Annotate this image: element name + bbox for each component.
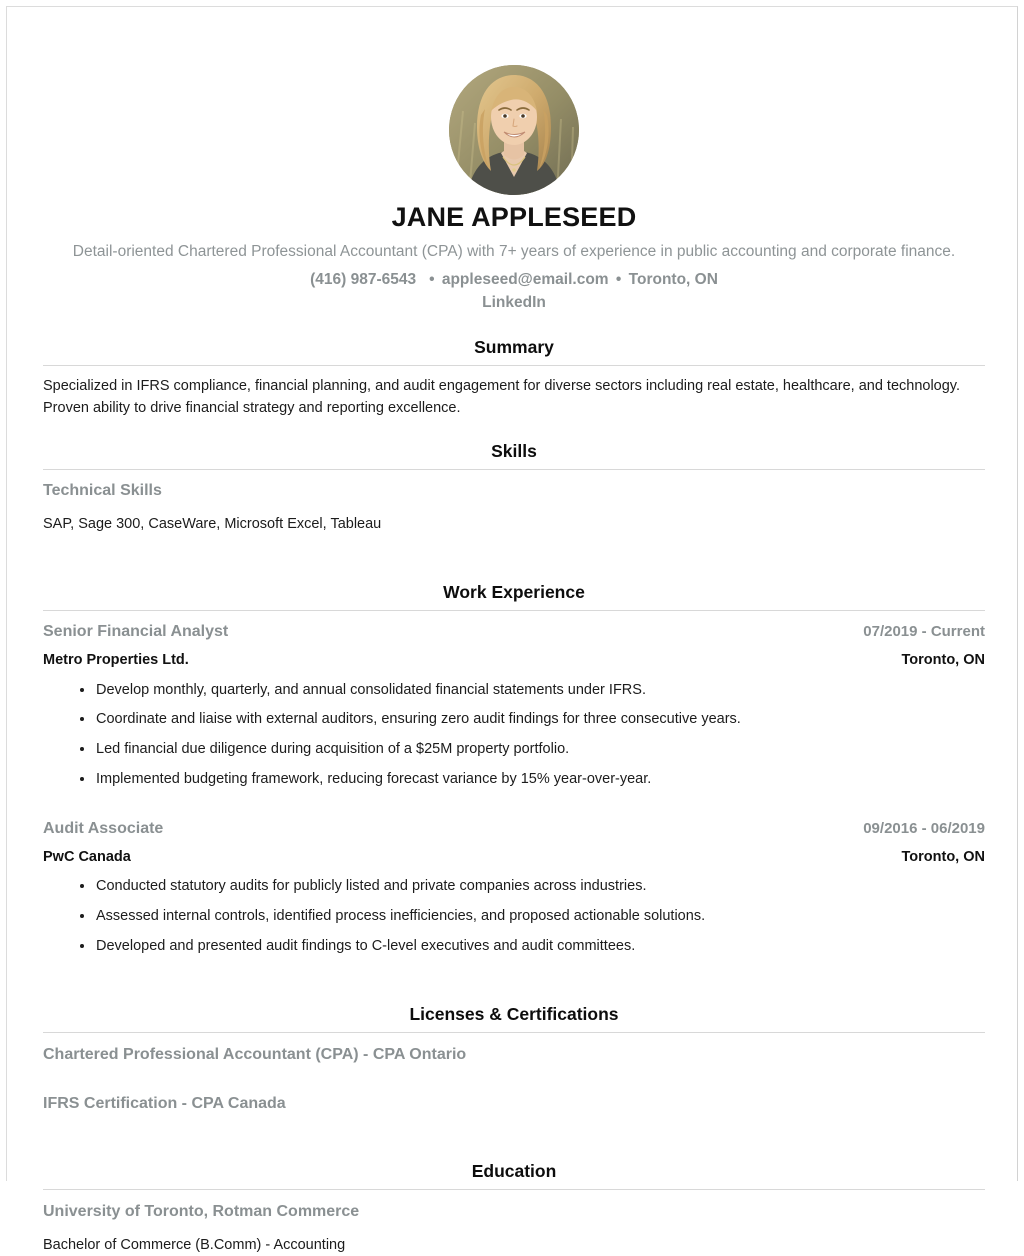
section-title-certifications: Licenses & Certifications [409,1003,619,1024]
section-title-work-experience: Work Experience [443,581,585,602]
section-divider [43,1189,985,1190]
job-header-row [43,621,985,643]
contact-line [43,269,985,291]
education-school: University of Toronto, Rotman Commerce [43,1203,360,1221]
location-text: Toronto, ON [628,270,718,288]
separator-dot-icon: • [429,270,435,288]
page-title: JANE APPLESEED [391,202,637,232]
section-divider [43,1032,985,1033]
list-item: Develop monthly, quarterly, and annual consolidated financial statements under IFRS. [43,680,985,702]
separator-dot-icon: • [615,270,622,288]
list-item: Coordinate and liaise with external auditors, ensuring zero audit findings for three consecutive years. [43,709,985,731]
section-skills [43,441,985,536]
section-work-experience [43,582,985,958]
job-bullet-list [43,680,985,791]
section-education [43,1161,985,1256]
job-dates: 07/2019 - Current [863,622,985,640]
list-item: Assessed internal controls, identified process inefficiencies, and proposed actionable solutions. [43,906,985,928]
list-item: Developed and presented audit findings to C-level executives and audit committees. [43,936,985,958]
section-title-skills: Skills [491,440,537,461]
job-entry [43,621,985,791]
profile-photo-graphic [449,65,579,195]
list-item: Led financial due diligence during acquisition of a $25M property portfolio. [43,739,985,761]
job-bullet-list [43,876,985,957]
section-title-summary: Summary [474,336,554,357]
phone-number: (416) 987-6543 [310,270,417,288]
avatar [449,65,579,195]
section-divider [43,365,985,366]
job-title: Audit Associate [43,819,164,837]
certification-item: IFRS Certification - CPA Canada [43,1094,286,1112]
list-item: Conducted statutory audits for publicly listed and private companies across industries. [43,876,985,898]
job-entry [43,818,985,958]
email-address[interactable]: appleseed@email.com [441,270,609,288]
job-company-row [43,847,985,867]
education-degree: Bachelor of Commerce (B.Comm) - Accounting [43,1236,346,1253]
job-company: PwC Canada [43,848,131,865]
job-company: Metro Properties Ltd. [43,652,189,669]
section-certifications [43,1004,985,1116]
section-title-education: Education [471,1161,557,1182]
job-company-row [43,650,985,670]
section-summary [43,337,985,419]
section-divider [43,610,985,611]
list-item: Implemented budgeting framework, reducing forecast variance by 15% year-over-year. [43,769,985,791]
linkedin-link[interactable]: LinkedIn [482,294,546,312]
resume-page [6,6,1018,1253]
job-location: Toronto, ON [901,848,985,865]
job-dates: 09/2016 - 06/2019 [863,819,985,837]
certification-item: Chartered Professional Accountant (CPA) - CPA Ontario [43,1045,467,1063]
skills-list: SAP, Sage 300, CaseWare, Microsoft Excel, Tableau [43,516,382,533]
job-header-row [43,818,985,840]
section-divider [43,469,985,470]
job-title: Senior Financial Analyst [43,622,229,640]
skills-category-label: Technical Skills [43,481,162,499]
resume-header [43,65,985,315]
summary-text: Specialized in IFRS compliance, financial planning, and audit engagement for diverse sectors including real estate, healthcare, and technology. Proven ability to drive financial strategy and reporting excellence. [43,377,961,416]
job-location: Toronto, ON [901,652,985,669]
professional-tagline: Detail-oriented Chartered Professional Accountant (CPA) with 7+ years of experience in public accounting and corporate finance. [72,242,956,260]
